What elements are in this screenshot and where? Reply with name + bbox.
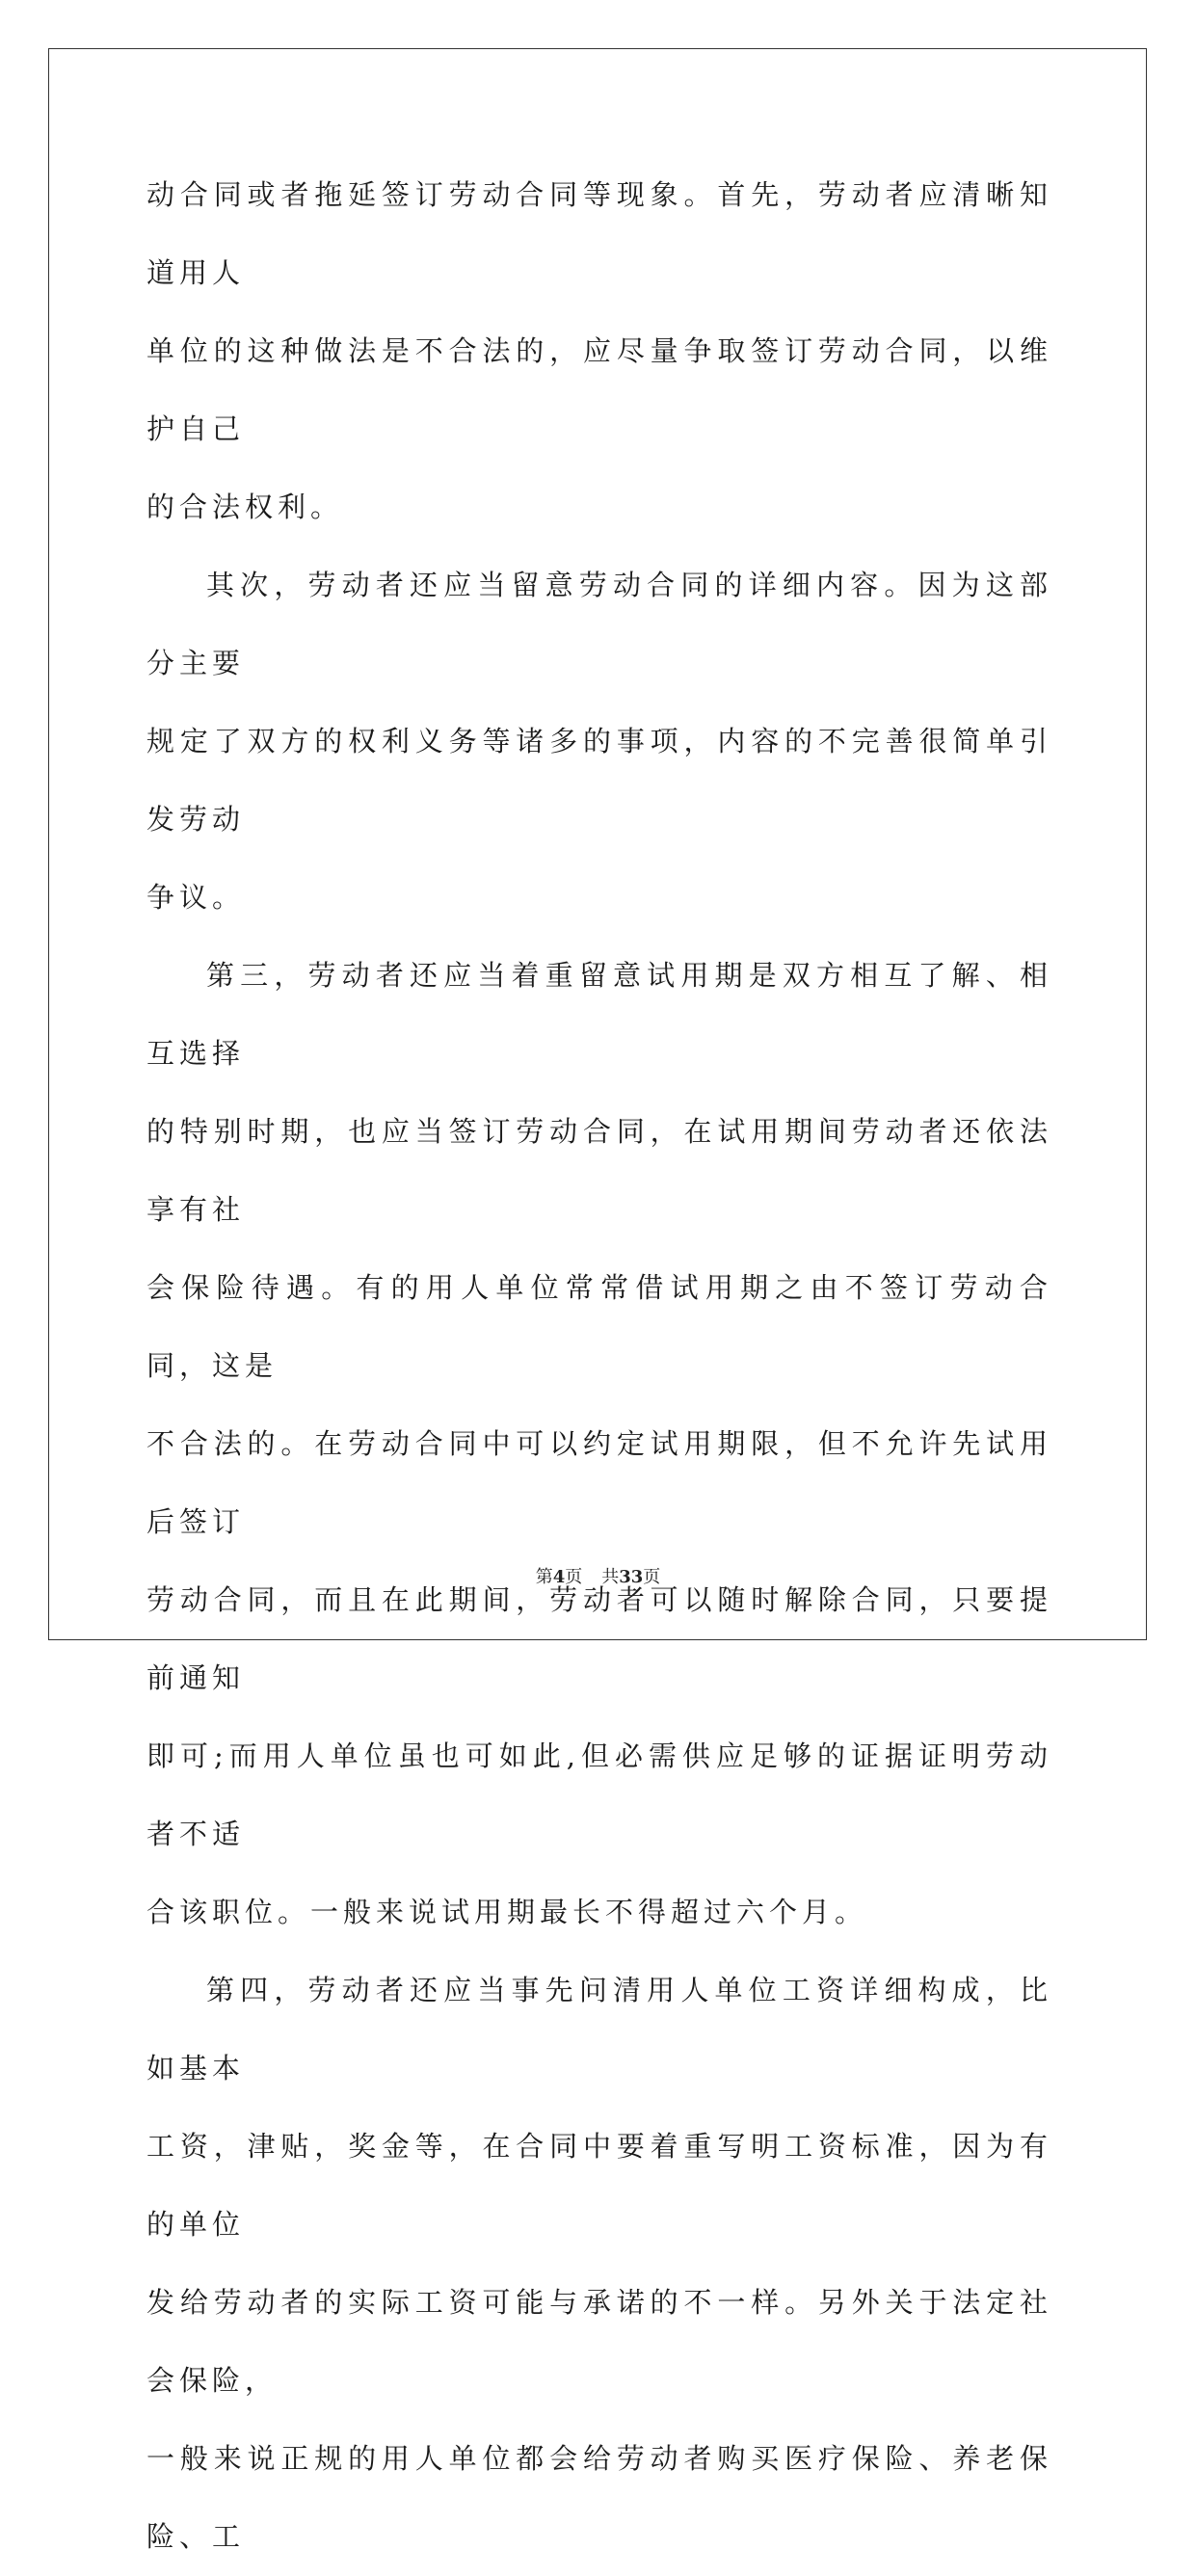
text-line: 其次，劳动者还应当留意劳动合同的详细内容。因为这部分主要 [146,569,1052,679]
text-line: 会保险待遇。有的用人单位常常借试用期之由不签订劳动合同，这是 [146,1271,1052,1382]
page-suffix: 页 [565,1567,583,1587]
paragraph-4 [146,1952,1052,2576]
paragraph-1 [146,156,1052,546]
text-line: 单位的这种做法是不合法的，应尽量争取签订劳动合同，以维护自己 [146,334,1052,445]
text-line: 规定了双方的权利义务等诸多的事项，内容的不完善很简单引发劳动 [146,725,1052,836]
text-line: 动合同或者拖延签订劳动合同等现象。首先，劳动者应清晰知道用人 [146,178,1052,289]
document-body [146,156,1052,2576]
text-line: 劳动合同，而且在此期间，劳动者可以随时解除合同，只要提前通知 [146,1583,1052,1694]
text-line: 第四，劳动者还应当事先问清用人单位工资详细构成，比如基本 [146,1974,1052,2085]
page-current: 4 [552,1567,566,1587]
text-line: 一般来说正规的用人单位都会给劳动者购买医疗保险、养老保险、工 [146,2442,1052,2553]
text-line: 第三，劳动者还应当着重留意试用期是双方相互了解、相互选择 [146,959,1052,1070]
paragraph-3 [146,937,1052,1952]
text-line: 的特别时期，也应当签订劳动合同，在试用期间劳动者还依法享有社 [146,1115,1052,1226]
text-line: 不合法的。在劳动合同中可以约定试用期限，但不允许先试用后签订 [146,1427,1052,1538]
total-prefix: 共 [601,1567,620,1587]
text-line: 工资，津贴，奖金等，在合同中要着重写明工资标准，因为有的单位 [146,2130,1052,2241]
text-line: 的合法权利。 [146,491,344,523]
text-line: 即可;而用人单位虽也可如此,但必需供应足够的证据证明劳动者不适 [146,1739,1052,1850]
text-line: 发给劳动者的实际工资可能与承诺的不一样。另外关于法定社会保险， [146,2286,1052,2397]
text-line: 合该职位。一般来说试用期最长不得超过六个月。 [146,1896,868,1928]
page-prefix: 第 [535,1567,553,1587]
paragraph-2 [146,546,1052,937]
page-total: 33 [619,1567,644,1587]
page-footer [0,1563,1196,1588]
text-line: 争议。 [146,881,246,914]
total-suffix: 页 [643,1567,661,1587]
